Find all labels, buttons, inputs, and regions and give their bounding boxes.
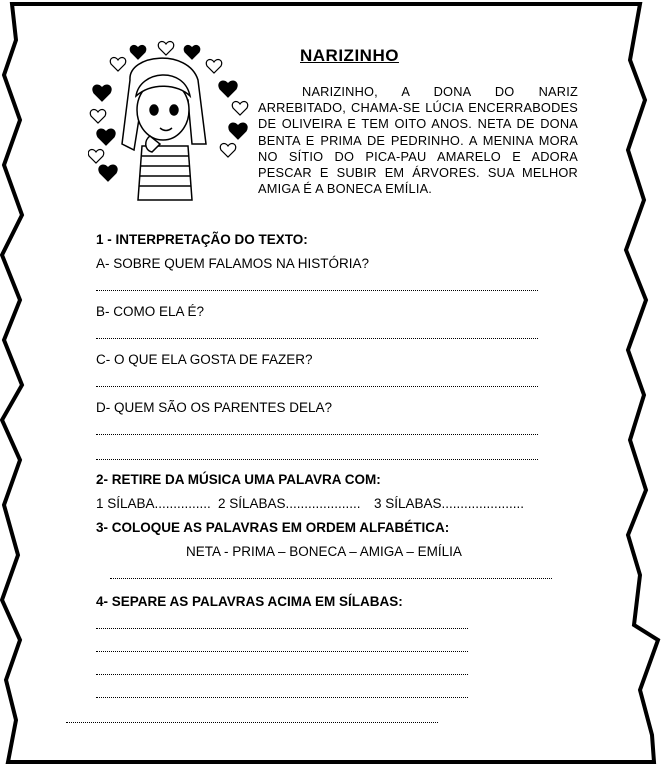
syllable-option-3: 3 SÍLABAS...................... <box>374 496 525 511</box>
section3-heading: 3- COLOQUE AS PALAVRAS EM ORDEM ALFABÉTICA: <box>96 520 450 535</box>
answer-line-syllables-4[interactable] <box>96 697 468 698</box>
section1-heading: 1 - INTERPRETAÇÃO DO TEXTO: <box>96 232 308 247</box>
question-d: D- QUEM SÃO OS PARENTES DELA? <box>96 400 333 415</box>
answer-line-syllables-5[interactable] <box>66 722 438 723</box>
question-a: A- SOBRE QUEM FALAMOS NA HISTÓRIA? <box>96 256 370 271</box>
syllable-option-2: 2 SÍLABAS.................... <box>218 496 361 511</box>
syllable-option-1: 1 SÍLABA............... <box>96 496 211 511</box>
answer-line-syllables-3[interactable] <box>96 674 468 675</box>
word-list: NETA - PRIMA – BONECA – AMIGA – EMÍLIA <box>186 544 462 559</box>
answer-line-d-2[interactable] <box>96 459 538 460</box>
section4-heading: 4- SEPARE AS PALAVRAS ACIMA EM SÍLABAS: <box>96 594 403 609</box>
page-title: NARIZINHO <box>300 46 399 65</box>
section2-heading: 2- RETIRE DA MÚSICA UMA PALAVRA COM: <box>96 472 381 487</box>
question-c: C- O QUE ELA GOSTA DE FAZER? <box>96 352 313 367</box>
girl-with-hearts-icon <box>88 40 258 206</box>
girl-figure <box>122 58 206 200</box>
story-paragraph: NARIZINHO, A DONA DO NARIZ ARREBITADO, CHAMA-SE LÚCIA ENCERRABODES DE OLIVEIRA E TEM OITO ANOS. NETA DE DONA BENTA E PRIMA DE PEDRINHO. A MENINA MORA NO SÍTIO DO PICA-PAU AMARELO E ADORA PESCAR E SUBIR EM ÁRVORES. SUA MELHOR AMIGA É A BONECA EMÍLIA. <box>258 84 578 197</box>
answer-line-syllables-1[interactable] <box>96 628 468 629</box>
answer-line-d-1[interactable] <box>96 434 538 435</box>
answer-line-syllables-2[interactable] <box>96 651 468 652</box>
answer-line-c[interactable] <box>96 386 538 387</box>
answer-line-b[interactable] <box>96 338 538 339</box>
answer-line-a[interactable] <box>96 290 538 291</box>
answer-line-order[interactable] <box>110 578 552 579</box>
question-b: B- COMO ELA É? <box>96 304 205 319</box>
